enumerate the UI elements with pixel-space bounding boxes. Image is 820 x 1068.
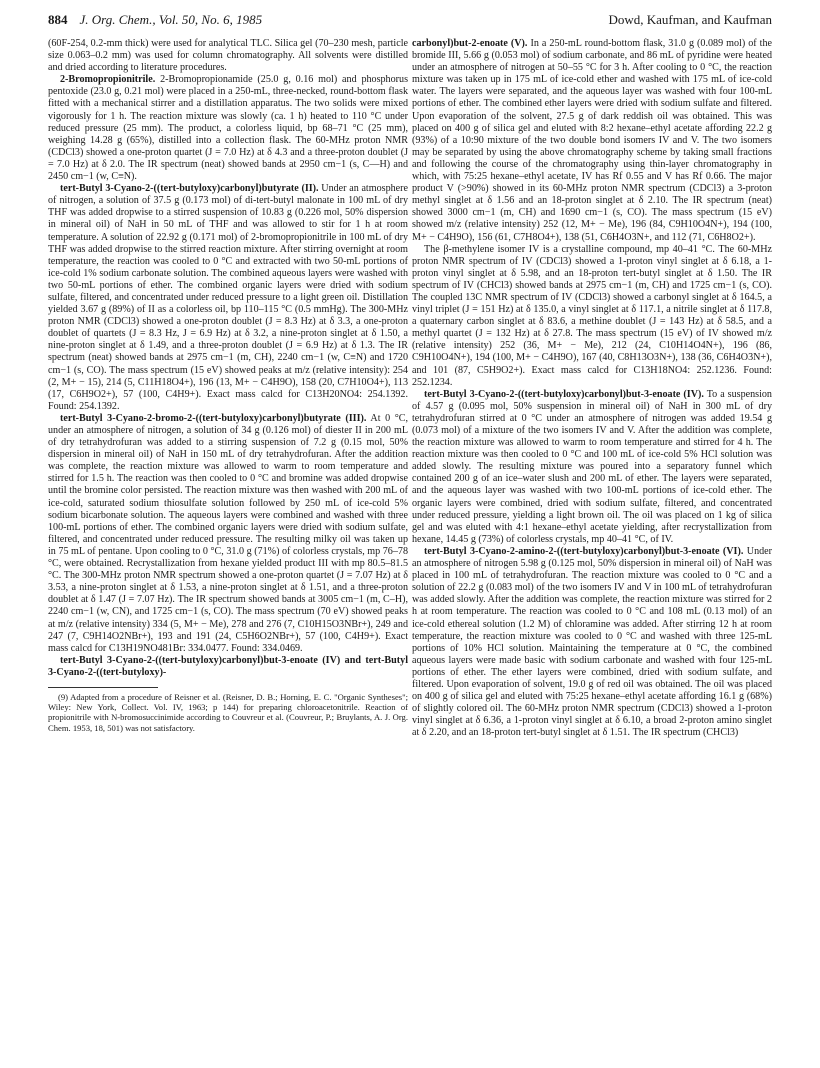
paragraph-text: Under an atmosphere of nitrogen, a solution of 37.5 g (0.173 mol) of di-tert-butyl malonate in 100 mL of dry THF was added dropwise to a stirred suspension of 10.83 g (0.226 mol, 50% dispersion in mineral oil) of NaH in 50 mL of THF and was allowed to stir for 1 h at room temperature. A solution of 22.92 g (0.171 mol) of 2-bromopropionitrile in 100 mL of dry THF was added dropwise to the stirred reaction mixture. After stirring overnight at room temperature, the reaction was cooled to 0 °C and extracted with two 50-mL portions of ice-cold 1% sodium carbonate solution. The combined aqueous layers were washed with two 50-mL portions of ether. The combined organic layers were dried with sodium sulfate, filtered, and concentrated under reduced pressure to a light green oil. Distillation yielded 3.67 g (89%) of II as a colorless oil, bp 110–115 °C (0.5 mmHg). The 300-MHz proton NMR (CDCl3) showed a one-proton doublet (J = 8.3 Hz) at δ 3.3, a one-proton doublet of quartets (J = 8.3 Hz, J = 6.9 Hz) at δ 3.2, a nine-proton singlet at δ 1.50, a nine-proton singlet at δ 1.49, and a three-proton doublet (J = 6.9 Hz) at δ 1.3. The IR spectrum (neat) showed bands at 2975 cm−1 (m, CH), 2240 cm−1 (w, C≡N) and 1720 cm−1 (s, CO). The mass spectrum (15 eV) showed peaks at m/z (relative intensity): 254 (2, M+ − 15), 214 (5, C11H18O4+), 196 (13, M+ − C4H9O), 158 (20, C7H10O4+), 113 (17, C6H9O2+), 57 (100, C4H9+). Exact mass calcd for C13H20NO4: 254.1392. Found: 254.1392.: [48, 183, 408, 412]
paragraph-compound-vi: [412, 546, 772, 740]
paragraph-compound-v: [412, 38, 772, 244]
paragraph-text: In a 250-mL round-bottom flask, 31.0 g (0.089 mol) of the bromide III, 5.66 g (0.053 mol) of sodium carbonate, and 86 mL of pyridine were heated under an atmosphere of nitrogen at 50–55 °C for 3 h. After cooling to 0 °C, the reaction mixture was taken up in 175 mL of ice-cold ether and washed with 175 mL of ice-cold water. The layers were separated, and the aqueous layer was washed with four 100-mL portions of ether. The combined ether layers were dried with sodium sulfate and filtered. Upon evaporation of the solvent, 27.5 g of dark reddish oil was obtained. This was placed on 400 g of silica gel and eluted with 8:2 hexane–ethyl acetate affording 22.2 g (93%) of a 10:90 mixture of the two double bond isomers IV and V. The two isomers may be separated by using the above chromatography scheme by taking small fractions and following the course of the chromatography using thin-layer chromatography in which, with 75:25 hexane–ethyl acetate, IV has Rf 0.55 and V has Rf 0.66. The major product V (>90%) showed in its 60-MHz proton NMR spectrum (CDCl3) a 3-proton methyl singlet at δ 1.56 and an 18-proton singlet at δ 2.10. The IR spectrum (neat) showed 3000 cm−1 (m, CH) and 1690 cm−1 (s, CO). The mass spectrum (15 eV) showed m/z (relative intensity) 252 (12, M+ − Me), 196 (84, C9H10O4N+), 194 (100, M+ − C4H9O), 156 (61, C7H8O4+), 138 (51, C6H4O3N+, and 112 (71, C6H8O2+).: [412, 38, 772, 243]
paragraph-text: 2-Bromopropionamide (25.0 g, 0.16 mol) and phosphorus pentoxide (23.0 g, 0.21 mol) were placed in a 250-mL, three-necked, round-bottom flask fitted with a mechanical stirrer and a distillation apparatus. The two solids were mixed vigorously for 1 h. The reaction mixture was slowly (ca. 1 h) heated to 110 °C under reduced pressure (25 mm). The product, a colorless liquid, bp 68–71 °C (25 mm), weighing 14.28 g (65%), distilled into a collection flask. The 60-MHz proton NMR (CDCl3) showed a one-proton quartet (J = 7.0 Hz) at δ 4.3 and a three-proton doublet (J = 7.0 Hz) at δ 2.0. The IR spectrum (neat) showed bands at 2950 cm−1 (s, C—H) and 2450 cm−1 (w, C≡N).: [48, 74, 408, 183]
paragraph-compound-iv-v-heading: [48, 655, 408, 679]
paragraph-text: To a suspension of 4.57 g (0.095 mol, 50% suspension in mineral oil) of NaH in 300 mL of dry tetrahydrofuran stirred at 0 °C under an atmosphere of nitrogen was added 19.54 g (0.073 mol) of a mixture of the two isomers IV and V. After the addition was complete, the reaction mixture was allowed to warm to room temperature and stirred for 4 h. The reaction mixture was then cooled to 0 °C and 100 mL of ice-cold 5% HCl solution was added slowly. The resulting mixture was poured into a separatory funnel which contained 200 g of an ice–water slush and 200 mL of ether. The layers were separated, and the aqueous layer was washed with two 100-mL portions of ice-cold ether. The organic layers were combined, dried with sodium sulfate, filtered, and concentrated under reduced pressure, yielding a light brown oil. The oil was placed on 1 kg of silica gel and was eluted with 4:1 hexane–ethyl acetate yielding, after recrystallization from hexane, 14.45 g (73%) of colorless crystals, mp 40–41 °C, of IV.: [412, 388, 772, 545]
running-header: [48, 12, 772, 30]
header-left: [48, 12, 262, 30]
compound-heading: tert-Butyl 3-Cyano-2-amino-2-((tert-butyloxy)carbonyl)but-3-enoate (VI).: [424, 545, 744, 557]
paragraph-compound-iii: [48, 413, 408, 655]
paragraph-text: Under an atmosphere of nitrogen 5.98 g (0.125 mol, 50% dispersion in mineral oil) of NaH was placed in 100 mL of tetrahydrofuran. The reaction mixture was cooled to 0 °C and a solution of 22.2 g (0.083 mol) of the two isomers IV and V in 100 mL of tetrahydrofuran was added slowly. After the addition was complete, the reaction mixture was stirred for 2 h at room temperature. The reaction was cooled to 0 °C and 108 mL (0.13 mol) of an ice-cold ethereal solution (1.2 M) of chloramine was added. After stirring 12 h at room temperature, the reaction mixture was cooled to 0 °C and washed with three 125-mL portions of 10% HCl solution. Maintaining the temperature at 0 °C, the combined aqueous layers were made basic with sodium carbonate and washed with four 125-mL portions of ether. The ether layers were combined, dried with sodium sulfate, and filtered. Upon evaporation of solvent, 19.0 g of red oil was obtained. The oil was placed on 400 g of silica gel and eluted with 75:25 hexane–ethyl acetate affording 16.1 g (68%) of slightly colored oil. The 60-MHz proton NMR spectrum (CDCl3) showed a 1-proton vinyl singlet at δ 6.36, a 1-proton vinyl singlet at δ 6.10, a broad 2-proton amino singlet at δ 2.20, and an 18-proton tert-butyl singlet at δ 1.51. The IR spectrum (CHCl3): [412, 545, 772, 739]
footnote-9: (9) Adapted from a procedure of Reisner et al. (Reisner, D. B.; Horning, E. C. "Organic Syntheses"; Wiley: New York, Collect. Vol. IV, 1963; p 144) for preparing chloroacetonitrile. Reaction of propionitrile with N-bromosuccinimide according to Couvreur et al. (Couvreur, P.; Bruylants, A. J. Org. Chem. 1953, 18, 501) was not satisfactory.: [48, 691, 408, 733]
paragraph-methylene-isomer: The β-methylene isomer IV is a crystalline compound, mp 40–41 °C. The 60-MHz proton NMR spectrum of IV (CDCl3) showed a 1-proton vinyl singlet at δ 6.18, a 1-proton vinyl singlet at δ 5.98, and an 18-proton tert-butyl singlet at δ 1.50. The IR spectrum of IV (CHCl3) showed bands at 2975 cm−1 (m, CH) and 1725 cm−1 (s, CO). The coupled 13C NMR spectrum of IV (CDCl3) showed a carbonyl singlet at δ 164.5, a vinyl triplet (J = 151 Hz) at δ 135.0, a vinyl singlet at δ 117.1, a nitrile singlet at δ 117.8, a quaternary carbon singlet at δ 83.6, a methine doublet (J = 143 Hz) at δ 58.5, and a methyl quartet (J = 132 Hz) at δ 27.8. The mass spectrum (15 eV) of IV showed m/z (relative intensity) 252 (36, M+ − Me), 212 (24, C10H14O4N+), 196 (86, C9H10O4N+), 194 (100, M+ − C4H9O), 167 (40, C8H13O3N+), 138 (36, C6H4O3N+), and 101 (87, C5H9O2+). Exact mass calcd for C13H18NO4: 252.1236. Found: 252.1234.: [412, 243, 772, 388]
compound-heading: tert-Butyl 3-Cyano-2-((tert-butyloxy)carbonyl)butyrate (II).: [60, 183, 319, 195]
page-number: 884: [48, 12, 68, 27]
left-column: [48, 38, 408, 733]
compound-heading: tert-Butyl 3-Cyano-2-((tert-butyloxy)carbonyl)but-3-enoate (IV).: [424, 388, 704, 400]
compound-heading: carbonyl)but-2-enoate (V).: [412, 38, 528, 49]
compound-heading: 2-Bromopropionitrile.: [60, 74, 156, 86]
right-column: [412, 38, 772, 739]
paragraph-text: At 0 °C, under an atmosphere of nitrogen, a solution of 34 g (0.126 mol) of diester II in 200 mL of dry tetrahydrofuran was added to a stirring suspension of 7.2 g (0.15 mol, 50% dispersion in mineral oil) of NaH in 150 mL of dry tetrahydrofuran. After the addition was complete, the reaction mixture was allowed to warm to room temperature and stirred for 1.5 h. The reaction was then cooled to 0 °C and bromine was added dropwise until the bromine color persisted. The reaction mixture was then washed with 200 mL of ice-cold, saturated sodium thiosulfate solution followed by 250 mL of ice-cold 5% sodium bicarbonate solution. The aqueous layers were combined and washed with three 100-mL portions of ether. The combined organic layers were dried with sodium sulfate, filtered, and concentrated under reduced pressure. The resulting milky oil was taken up in 75 mL of pentane. Upon cooling to 0 °C, 31.0 g (71%) of colorless crystals, mp 76–78 °C, were obtained. Recrystallization from hexane yielded product III with mp 80.5–81.5 °C. The 300-MHz proton NMR spectrum showed a one-proton quartet (J = 7.07 Hz) at δ 3.53, a nine-proton singlet at δ 1.53, a nine-proton singlet at δ 1.51, and a three-proton doublet at δ 1.47 (J = 7.07 Hz). The IR spectrum showed bands at 3005 cm−1 (m, C–H), 2240 cm−1 (w, CN), and 1725 cm−1 (s, CO). The mass spectrum (70 eV) showed peaks at m/z (relative intensity) 334 (5, M+ − Me), 278 and 276 (7, C10H15O3NBr+), 249 and 247 (7, C9H14O2NBr+), 193 and 191 (24, C5H6O2NBr+), 57 (100, C4H9+). Exact mass calcd for C13H19NO481Br: 334.0477. Found: 334.0469.: [48, 412, 408, 654]
author-names: Dowd, Kaufman, and Kaufman: [608, 12, 772, 27]
paragraph-compound-iv: [412, 389, 772, 546]
paragraph-compound-ii: [48, 183, 408, 413]
compound-heading: tert-Butyl 3-Cyano-2-((tert-butyloxy)carbonyl)but-3-enoate (IV) and tert-Butyl 3-Cyano-2-((tert-butyloxy)-: [48, 654, 408, 678]
journal-citation: J. Org. Chem., Vol. 50, No. 6, 1985: [79, 12, 263, 27]
compound-heading: tert-Butyl 3-Cyano-2-bromo-2-((tert-butyloxy)carbonyl)butyrate (III).: [60, 412, 367, 424]
paragraph-bromopropionitrile: [48, 74, 408, 183]
footnote-divider: [48, 687, 158, 688]
paragraph-materials: (60F-254, 0.2-mm thick) were used for analytical TLC. Silica gel (70–230 mesh, particle size 0.063–0.2 mm) was used for column chromatography. All solvents were distilled and dried according to literature procedures.: [48, 38, 408, 74]
